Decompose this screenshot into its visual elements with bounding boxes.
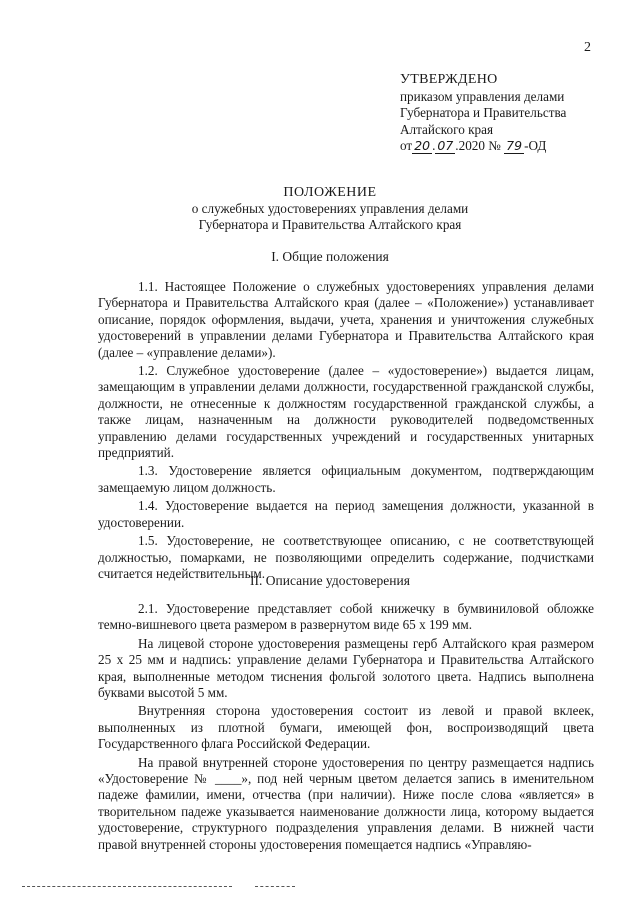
date-year: .2020 №	[455, 137, 501, 153]
section-2-heading: II. Описание удостоверения	[250, 573, 410, 588]
title-sub-2: Губернатора и Правительства Алтайского края	[198, 217, 462, 233]
paragraph-1-2: 1.2. Служебное удостоверение (далее – «удостоверение») выдается лицам, замещающим в управлении делами должности, государственной гражданской службы, должности, не отнесенные к должностям государственной гражданской службы, а также лицам, назначенным на должности руководителей подведомственных управлению делами государственных учреждений и государственных унитарных предприятий.	[98, 363, 594, 461]
date-prefix: от	[400, 137, 413, 153]
footer-rule-short	[255, 886, 295, 887]
section-1-heading: I. Общие положения	[271, 249, 389, 264]
date-separator: .	[432, 137, 436, 153]
title-main: ПОЛОЖЕНИЕ	[283, 185, 377, 200]
title-sub-1: о служебных удостоверениях управления делами	[191, 201, 469, 217]
approval-date-line	[400, 138, 630, 154]
order-number: 79	[506, 137, 523, 153]
page-number: 2	[584, 40, 591, 55]
approval-line-1: приказом управления делами	[400, 89, 565, 105]
paragraph-1-4: 1.4. Удостоверение выдается на период замещения должности, указанной в удостоверении.	[98, 498, 594, 530]
paragraph-2-2: На лицевой стороне удостоверения размещены герб Алтайского края размером 25 х 25 мм и надпись: управление делами Губернатора и Правительства Алтайского края, выполненные методом тиснения фольгой золотого цвета. Надпись выполнена буквами высотой 5 мм.	[98, 635, 594, 701]
footer-rule	[22, 886, 232, 887]
paragraph-2-4: На правой внутренней стороне удостоверения по центру размещается надпись «Удостоверение № ____», под ней черным цветом делается запись в именительном падеже фамилии, имени, отчества (при наличии). Ниже после слова «является» в творительном падеже указывается наименование должности лица, которому выдается удостоверение, структурного подразделения управления делами. В нижней части правой внутренней стороны удостоверения помещается надпись «Управляю-	[98, 754, 594, 852]
paragraph-1-5: 1.5. Удостоверение, не соответствующее описанию, с не соответствующей должностью, помарками, не позволяющими определить содержание, подчистками считается недействительным.	[98, 533, 594, 581]
approval-line-2: Губернатора и Правительства	[400, 105, 567, 121]
paragraph-2-1: 2.1. Удостоверение представляет собой книжечку в бумвиниловой обложке темно-вишневого цвета размером в развернутом виде 65 х 199 мм.	[98, 601, 594, 633]
section-1-body	[98, 279, 594, 584]
paragraph-1-3: 1.3. Удостоверение является официальным документом, подтверждающим замещаемую лицом должность.	[98, 463, 594, 495]
paragraph-2-3: Внутренняя сторона удостоверения состоит из левой и правой вклеек, выполненных из плотной бумаги, имеющей фон, воспроизводящий цвета Государственного флага Российской Федерации.	[98, 703, 594, 752]
approval-stamp	[400, 72, 630, 154]
document-title	[100, 185, 560, 234]
order-suffix: -ОД	[524, 137, 547, 153]
approval-line-3: Алтайского края	[400, 121, 494, 137]
approval-heading: УТВЕРЖДЕНО	[400, 72, 498, 87]
date-day: 20	[414, 137, 431, 153]
section-2-body	[98, 601, 594, 855]
date-month: 07	[437, 137, 454, 153]
paragraph-1-1: 1.1. Настоящее Положение о служебных удостоверениях управления делами Губернатора и Правительства Алтайского края (далее – «Положение») устанавливает описание, порядок оформления, выдачи, учета, хранения и уничтожения служебных удостоверений в управлении делами Губернатора и Правительства Алтайского края (далее – «управление делами»).	[98, 279, 594, 360]
